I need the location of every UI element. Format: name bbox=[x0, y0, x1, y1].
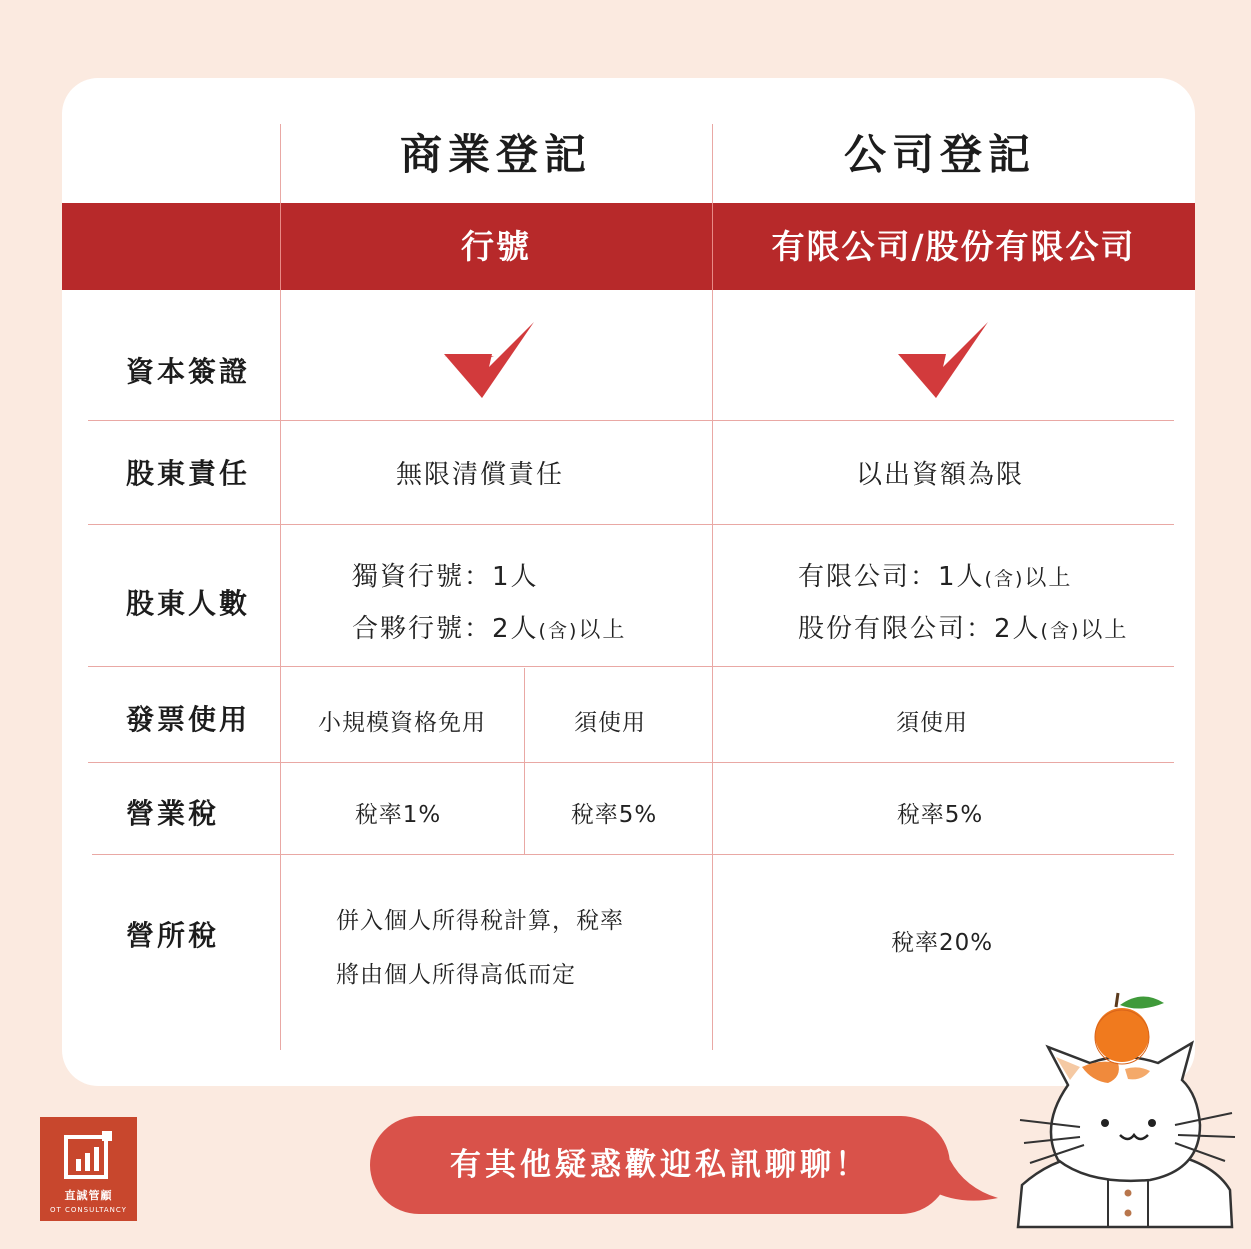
shareholders-col1-line1 bbox=[352, 556, 539, 593]
comparison-card bbox=[62, 78, 1195, 1086]
row-label-capital: 資本簽證 bbox=[126, 355, 251, 388]
income-tax-col2: 稅率20% bbox=[890, 930, 994, 956]
row-label-income-tax: 營所稅 bbox=[126, 919, 220, 952]
col2-title: 公司登記 bbox=[843, 130, 1036, 179]
income-tax-col1-line1: 併入個人所得稅計算，稅率 bbox=[336, 908, 624, 934]
bar-chart-logo-icon bbox=[64, 1131, 114, 1181]
shareholders-col2-line1-small: (含) bbox=[984, 568, 1025, 590]
shareholders-col1-line2-text: 合夥行號：2人 bbox=[352, 614, 539, 644]
business-tax-col2: 稅率5% bbox=[896, 802, 984, 828]
row-label-invoice: 發票使用 bbox=[126, 703, 251, 736]
business-tax-col1b: 稅率5% bbox=[570, 802, 658, 828]
invoice-col2: 須使用 bbox=[896, 710, 968, 736]
logo-subtitle: OT CONSULTANCY bbox=[50, 1206, 127, 1214]
shareholders-col1-line1-text: 獨資行號：1人 bbox=[352, 562, 539, 592]
chat-bubble[interactable] bbox=[370, 1116, 950, 1214]
col2-type: 有限公司/股份有限公司 bbox=[771, 227, 1136, 266]
row-divider bbox=[88, 420, 1174, 421]
bubble-text: 有其他疑惑歡迎私訊聊聊！ bbox=[450, 1147, 870, 1183]
liability-col2: 以出資額為限 bbox=[855, 460, 1024, 490]
row-divider bbox=[88, 524, 1174, 525]
shareholders-col1-line2-suffix: 以上 bbox=[578, 618, 627, 643]
invoice-col1a: 小規模資格免用 bbox=[318, 710, 486, 736]
company-logo bbox=[40, 1117, 137, 1221]
row-divider bbox=[92, 854, 1174, 855]
row-divider bbox=[88, 762, 1174, 763]
bubble-tail-icon bbox=[930, 1160, 1000, 1210]
col1-type: 行號 bbox=[461, 227, 531, 266]
shareholders-col2-line2-suffix: 以上 bbox=[1080, 618, 1129, 643]
business-tax-col1a: 稅率1% bbox=[354, 802, 442, 828]
row-divider bbox=[88, 666, 1174, 667]
row-label-business-tax: 營業稅 bbox=[126, 797, 220, 830]
shareholders-col2-line1-suffix: 以上 bbox=[1024, 566, 1073, 591]
liability-col1: 無限清償責任 bbox=[395, 460, 564, 490]
shareholders-col2-line2-text: 股份有限公司：2人 bbox=[798, 614, 1041, 644]
cat-mascot-icon bbox=[1010, 985, 1240, 1230]
row-label-shareholders: 股東人數 bbox=[126, 587, 251, 620]
logo-name: 直誠管顧 bbox=[64, 1189, 113, 1202]
shareholders-col2-line2 bbox=[798, 608, 1128, 645]
shareholders-col2-line2-small: (含) bbox=[1040, 620, 1081, 642]
type-band bbox=[62, 203, 1195, 290]
invoice-col1b: 須使用 bbox=[574, 710, 646, 736]
shareholders-col1-line2-small: (含) bbox=[538, 620, 579, 642]
shareholders-col2-line1-text: 有限公司：1人 bbox=[798, 562, 985, 592]
shareholders-col2-line1 bbox=[798, 556, 1072, 593]
check-icon bbox=[442, 320, 537, 400]
check-icon bbox=[896, 320, 991, 400]
row-label-liability: 股東責任 bbox=[126, 457, 251, 490]
col1-title: 商業登記 bbox=[399, 130, 592, 179]
income-tax-col1-line2: 將由個人所得高低而定 bbox=[336, 962, 576, 988]
shareholders-col1-line2 bbox=[352, 608, 626, 645]
